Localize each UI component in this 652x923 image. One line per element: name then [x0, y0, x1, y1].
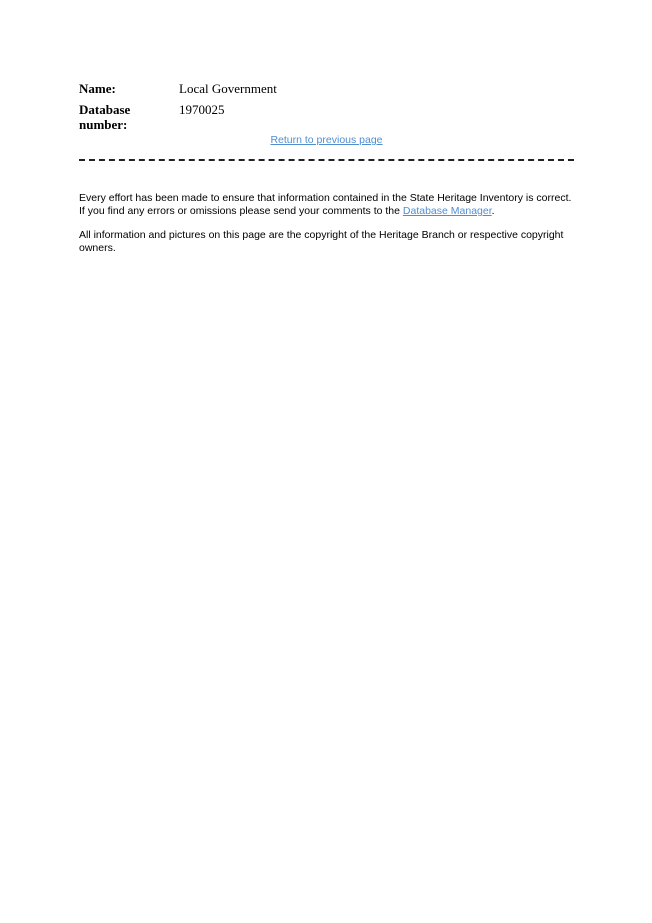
name-label: Name:	[79, 81, 116, 96]
database-number-row	[79, 102, 579, 132]
copyright-text: All information and pictures on this page are the copyright of the Heritage Branch or respective copyright owners.	[79, 229, 564, 254]
record-details	[79, 81, 579, 138]
database-label-line2: number:	[79, 117, 128, 132]
database-label-line1: Database	[79, 102, 131, 117]
footer-notes	[79, 192, 574, 266]
database-manager-link[interactable]: Database Manager	[402, 205, 492, 217]
divider	[79, 159, 574, 161]
disclaimer-text	[79, 192, 574, 218]
return-to-previous-page-link[interactable]: Return to previous page	[270, 134, 383, 146]
name-row	[79, 81, 579, 96]
database-number-label	[79, 102, 179, 132]
name-value: Local Government	[179, 81, 277, 96]
database-number-value: 1970025	[179, 102, 225, 117]
disclaimer-after-link: .	[491, 205, 495, 217]
disclaimer-before-link: Every effort has been made to ensure that information contained in the State Heritage Inventory is correct. If you find any errors or omissions please send your comments to the	[79, 192, 572, 217]
